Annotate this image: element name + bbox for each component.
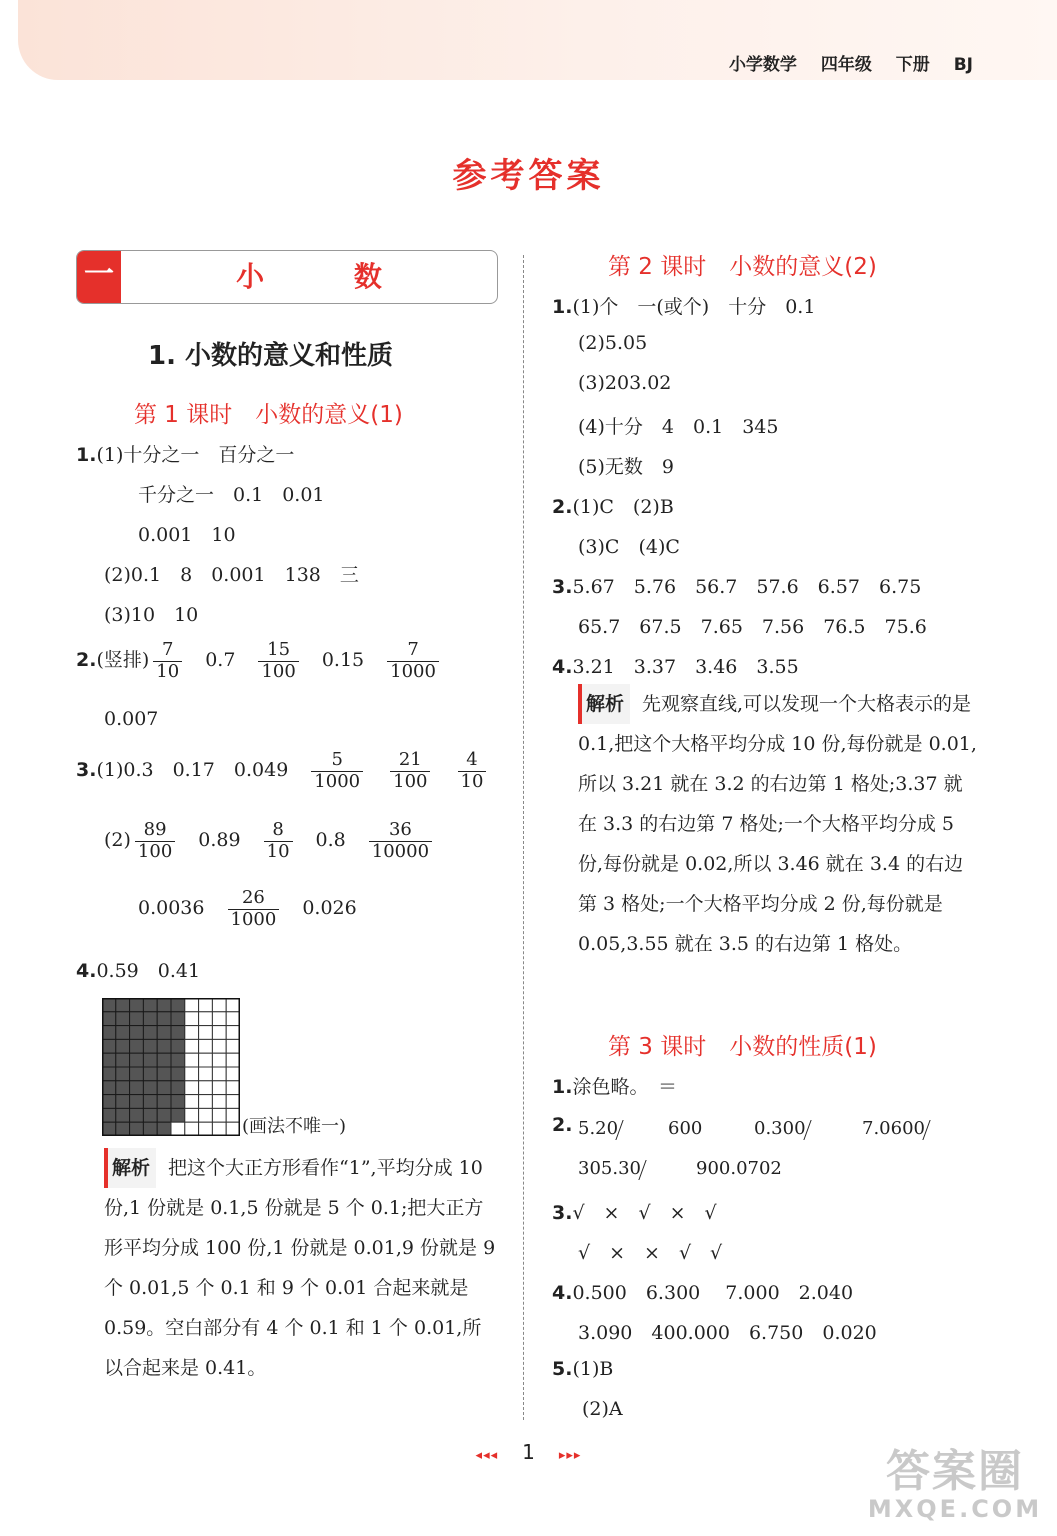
answer-text: 0.15 (321, 649, 365, 672)
left-q2-line2: 0.007 (104, 708, 159, 730)
denominator: 10 (460, 770, 484, 792)
grid-cell-shaded (157, 998, 171, 1012)
numerator: 15 (258, 640, 298, 662)
right-l3q3-line2: √ × × √ √ (578, 1242, 723, 1264)
grid-cell-shaded (157, 1067, 171, 1081)
fraction (135, 820, 175, 862)
numerator: 5 (311, 750, 363, 772)
grid-cell-shaded (143, 998, 157, 1012)
denominator: 100 (261, 660, 296, 682)
grid-cell-empty (185, 1095, 199, 1109)
fraction (390, 750, 430, 792)
denominator: 1000 (314, 770, 361, 792)
grid-cell-shaded (171, 1067, 185, 1081)
grid-cell-empty (185, 1012, 199, 1026)
grid-cell-shaded (143, 1039, 157, 1053)
right-q1-line3: (3)203.02 (578, 372, 672, 394)
grid-cell-empty (199, 1053, 213, 1067)
grid-cell-empty (185, 1067, 199, 1081)
answer-text: 3.21 3.37 3.46 3.55 (572, 656, 799, 678)
grid-cell-shaded (130, 1026, 144, 1040)
numerator: 89 (135, 820, 175, 842)
grid-cell-shaded (143, 1108, 157, 1122)
question-number: 4. (552, 656, 573, 678)
right-q3-line2: 65.7 67.5 7.65 7.56 76.5 75.6 (578, 616, 927, 638)
crossed-number: 0.300 (754, 1118, 806, 1139)
grid-cell-shaded (157, 1122, 171, 1136)
right-l3q2-item3 (754, 1118, 806, 1139)
grid-cell-shaded (116, 1039, 130, 1053)
right-q1-line2: (2)5.05 (578, 332, 648, 354)
grid-cell-empty (199, 1067, 213, 1081)
header-volume: 下册 (895, 55, 930, 75)
grid-cell-shaded (157, 1053, 171, 1067)
answer-text: (1)C (2)B (572, 496, 674, 518)
answer-text: √ × √ × √ (572, 1202, 717, 1224)
right-q1-line4: (4)十分 4 0.1 345 (578, 416, 779, 438)
hundred-grid (102, 998, 240, 1136)
crossed-number: 7.0600 (862, 1118, 925, 1139)
answer-text: (1)0.3 0.17 0.049 (96, 759, 289, 782)
grid-cell-shaded (116, 1081, 130, 1095)
denominator: 10000 (371, 840, 430, 862)
grid-cell-shaded (171, 1026, 185, 1040)
header-grade: 四年级 (820, 55, 872, 75)
answer-text: 600 (668, 1118, 703, 1139)
right-l3q2-item2 (668, 1118, 702, 1139)
grid-cell-shaded (130, 998, 144, 1012)
grid-cell-empty (226, 1108, 240, 1122)
left-q1-line3: 0.001 10 (138, 524, 236, 546)
grid-cell-shaded (143, 1122, 157, 1136)
fraction (264, 820, 293, 862)
unit-number: 一 (77, 251, 121, 303)
question-number: 1. (552, 1076, 573, 1098)
question-number: 3. (76, 759, 97, 782)
grid-cell-shaded (130, 1039, 144, 1053)
grid-cell-empty (199, 1095, 213, 1109)
grid-cell-empty (212, 1108, 226, 1122)
grid-cell-empty (199, 1108, 213, 1122)
grid-cell-shaded (130, 1012, 144, 1026)
grid-cell-empty (199, 1122, 213, 1136)
question-number: 2. (552, 1114, 573, 1136)
grid-cell-shaded (102, 1081, 116, 1095)
left-q1-line4: (2)0.1 8 0.001 138 三 (104, 564, 359, 586)
grid-cell-empty (199, 1026, 213, 1040)
right-q1-line5: (5)无数 9 (578, 456, 675, 478)
grid-cell-shaded (130, 1095, 144, 1109)
grid-cell-empty (185, 1108, 199, 1122)
header-info (711, 50, 973, 75)
grid-cell-empty (226, 998, 240, 1012)
right-l3q2-item5 (578, 1158, 641, 1179)
grid-cell-shaded (116, 1108, 130, 1122)
right-l3q1-line1 (552, 1072, 677, 1099)
grid-cell-shaded (143, 1026, 157, 1040)
grid-cell-shaded (171, 1053, 185, 1067)
right-analysis (578, 684, 978, 964)
question-number: 2. (552, 496, 573, 518)
grid-cell-empty (226, 1039, 240, 1053)
grid-cell-empty (226, 1081, 240, 1095)
grid-cell-empty (226, 1026, 240, 1040)
right-l3q4-line1 (552, 1278, 853, 1305)
grid-cell-empty (185, 1122, 199, 1136)
grid-cell-shaded (116, 1026, 130, 1040)
grid-cell-empty (199, 1012, 213, 1026)
grid-cell-shaded (102, 1053, 116, 1067)
grid-cell-shaded (143, 1053, 157, 1067)
grid-cell-shaded (157, 1012, 171, 1026)
answer-text: 0.500 6.300 7.000 2.040 (572, 1282, 854, 1304)
fraction (369, 820, 432, 862)
analysis-tag: 解析 (578, 684, 630, 724)
left-q4-line1 (76, 956, 200, 983)
grid-cell-shaded (116, 998, 130, 1012)
unit-name: 小 数 (236, 260, 422, 293)
grid-cell-shaded (130, 1053, 144, 1067)
grid-cell-shaded (130, 1081, 144, 1095)
grid-cell-empty (199, 998, 213, 1012)
grid-note: (画法不唯一) (242, 1116, 347, 1137)
crossed-number: 5.20 (578, 1118, 619, 1139)
answer-text: 0.7 (205, 649, 236, 672)
grid-cell-shaded (171, 998, 185, 1012)
question-number: 4. (76, 960, 97, 982)
grid-cell-empty (226, 1095, 240, 1109)
grid-cell-empty (212, 1026, 226, 1040)
right-l3q3-line1 (552, 1198, 717, 1225)
question-number: 4. (552, 1282, 573, 1304)
grid-cell-empty (185, 1039, 199, 1053)
answer-text: (1)B (572, 1358, 614, 1380)
answer-text: 0.8 (315, 829, 346, 852)
grid-cell-empty (185, 1081, 199, 1095)
left-analysis (104, 1148, 500, 1388)
numerator: 4 (458, 750, 487, 772)
lesson-3-title: 第 3 课时 小数的性质(1) (608, 1034, 877, 1060)
numerator: 21 (390, 750, 430, 772)
grid-cell-shaded (130, 1067, 144, 1081)
page-number-text: 1 (522, 1440, 535, 1464)
column-divider (523, 255, 524, 1420)
left-q1-line5: (3)10 10 (104, 604, 199, 626)
answer-text: 0.0036 (138, 897, 205, 920)
page-title: 参考答案 (452, 156, 605, 196)
grid-cell-empty (212, 1081, 226, 1095)
grid-cell-empty (226, 1012, 240, 1026)
grid-cell-shaded (143, 1067, 157, 1081)
right-l3q5-line2: (2)A (582, 1398, 623, 1420)
grid-cell-empty (199, 1081, 213, 1095)
grid-cell-empty (226, 1053, 240, 1067)
right-q2-line2: (3)C (4)C (578, 536, 680, 558)
grid-cell-empty (171, 1122, 185, 1136)
grid-cell-empty (212, 1067, 226, 1081)
answer-text: 0.59 0.41 (96, 960, 201, 982)
question-number: 2. (76, 649, 97, 672)
denominator: 1000 (390, 660, 436, 682)
right-q4-line1 (552, 652, 799, 679)
grid-cell-shaded (102, 1067, 116, 1081)
watermark-line2: MXQE.COM (867, 1495, 1043, 1523)
answer-text: 5.67 5.76 56.7 57.6 6.57 6.75 (572, 576, 922, 598)
grid-cell-empty (199, 1039, 213, 1053)
grid-cell-shaded (116, 1012, 130, 1026)
lesson-2-title: 第 2 课时 小数的意义(2) (608, 254, 877, 280)
grid-cell-shaded (157, 1095, 171, 1109)
grid-cell-shaded (171, 1095, 185, 1109)
grid-cell-shaded (116, 1095, 130, 1109)
denominator: 10 (266, 840, 290, 862)
grid-cell-empty (185, 998, 199, 1012)
answer-text: 900.0702 (696, 1158, 782, 1179)
analysis-tag: 解析 (104, 1148, 156, 1188)
grid-cell-shaded (116, 1053, 130, 1067)
left-q1-line2: 千分之一 0.1 0.01 (138, 484, 325, 506)
grid-cell-shaded (116, 1067, 130, 1081)
grid-cell-shaded (143, 1081, 157, 1095)
answer-text: 涂色略。 ＝ (572, 1076, 677, 1098)
next-arrows-icon: ▸▸▸ (558, 1448, 582, 1463)
left-q3-line1 (76, 750, 490, 792)
grid-cell-shaded (171, 1012, 185, 1026)
grid-cell-shaded (102, 1026, 116, 1040)
grid-cell-empty (212, 998, 226, 1012)
fraction (458, 750, 487, 792)
question-number: 1. (76, 444, 97, 466)
left-q3-line3 (138, 888, 357, 930)
denominator: 10 (156, 660, 180, 682)
grid-cell-empty (212, 1053, 226, 1067)
answer-text: (1)个 一(或个) 十分 0.1 (572, 296, 816, 318)
answer-text: 0.026 (302, 897, 357, 920)
header-edition: BJ (953, 55, 973, 75)
right-q2-line1 (552, 492, 674, 519)
grid-cell-shaded (157, 1108, 171, 1122)
grid-cell-empty (226, 1122, 240, 1136)
grid-cell-empty (185, 1026, 199, 1040)
fraction (153, 640, 182, 682)
fraction (387, 640, 439, 682)
left-q3-line2 (104, 820, 436, 862)
left-q2-line1 (76, 640, 443, 682)
right-q1-line1 (552, 292, 815, 319)
denominator: 100 (393, 770, 428, 792)
grid-cell-shaded (171, 1039, 185, 1053)
fraction (258, 640, 298, 682)
question-number: 3. (552, 1202, 573, 1224)
left-q1-line1 (76, 440, 294, 467)
numerator: 7 (153, 640, 182, 662)
question-number: 3. (552, 576, 573, 598)
header-subject: 小学数学 (728, 55, 797, 75)
grid-cell-shaded (143, 1095, 157, 1109)
lesson-1-title: 第 1 课时 小数的意义(1) (134, 402, 403, 428)
analysis-text: 先观察直线,可以发现一个大格表示的是 0.1,把这个大格平均分成 10 份,每份就是 0.01,所以 3.21 就在 3.2 的右边第 1 格处;3.37 就在 3.3 的右边第 7 格处;一个大格平均分成 5 份,每份就是 0.02,所以 3.46 就在 3.4 的右边第 3 格处;一个大格平均分成 2 份,每份就是 0.05,3.55 就在 3.5 的右边第 1 格处。 (578, 693, 977, 955)
grid-cell-shaded (157, 1026, 171, 1040)
grid-cell-shaded (157, 1081, 171, 1095)
grid-cell-empty (185, 1053, 199, 1067)
watermark-line1: 答案圈 (886, 1446, 1024, 1497)
grid-cell-shaded (102, 1039, 116, 1053)
watermark-logo (865, 1448, 1045, 1528)
grid-cell-shaded (102, 1012, 116, 1026)
numerator: 26 (228, 888, 280, 910)
right-q3-line1 (552, 572, 921, 599)
grid-cell-shaded (116, 1122, 130, 1136)
answer-text: (2) (104, 829, 131, 852)
grid-cell-empty (226, 1067, 240, 1081)
crossed-number: 305.30 (578, 1158, 641, 1179)
answer-text: 0.89 (198, 829, 241, 852)
grid-cell-empty (212, 1012, 226, 1026)
grid-cell-shaded (143, 1012, 157, 1026)
grid-cell-shaded (130, 1122, 144, 1136)
right-l3q5-line1 (552, 1358, 613, 1380)
grid-cell-empty (212, 1095, 226, 1109)
grid-cell-shaded (171, 1081, 185, 1095)
prev-arrows-icon: ◂◂◂ (475, 1448, 499, 1463)
right-l3q2-line1 (552, 1114, 572, 1136)
hundred-grid-svg (102, 998, 240, 1136)
grid-cell-empty (212, 1039, 226, 1053)
chapter-title: 1. 小数的意义和性质 (148, 341, 394, 371)
numerator: 36 (369, 820, 432, 842)
analysis-text: 把这个大正方形看作“1”,平均分成 10 份,1 份就是 0.1,5 份就是 5 个 0.1;把大正方形平均分成 100 份,1 份就是 0.01,9 份就是 9 个 0.01,5 个 0.1 和 9 个 0.01 合起来就是 0.59。空白部分有 4 个 0.1 和 1 个 0.01,所以合起来是 0.41。 (104, 1157, 496, 1379)
right-l3q4-line2: 3.090 400.000 6.750 0.020 (578, 1322, 877, 1344)
right-l3q2-item1 (578, 1118, 618, 1139)
numerator: 7 (387, 640, 439, 662)
question-number: 1. (552, 296, 573, 318)
grid-cell-shaded (157, 1039, 171, 1053)
right-l3q2-item4 (862, 1118, 925, 1139)
right-l3q2-item6 (696, 1158, 782, 1179)
grid-cell-shaded (102, 1095, 116, 1109)
question-number: 5. (552, 1358, 573, 1380)
grid-cell-shaded (102, 1122, 116, 1136)
denominator: 100 (137, 840, 173, 862)
unit-heading (76, 250, 498, 304)
grid-cell-shaded (130, 1108, 144, 1122)
answer-text: (竖排) (96, 649, 150, 672)
numerator: 8 (264, 820, 293, 842)
fraction (311, 750, 363, 792)
denominator: 1000 (230, 908, 277, 930)
grid-cell-empty (212, 1122, 226, 1136)
grid-cell-shaded (171, 1108, 185, 1122)
grid-cell-shaded (102, 998, 116, 1012)
fraction (228, 888, 280, 930)
grid-cell-shaded (102, 1108, 116, 1122)
answer-text: (1)十分之一 百分之一 (96, 444, 295, 466)
